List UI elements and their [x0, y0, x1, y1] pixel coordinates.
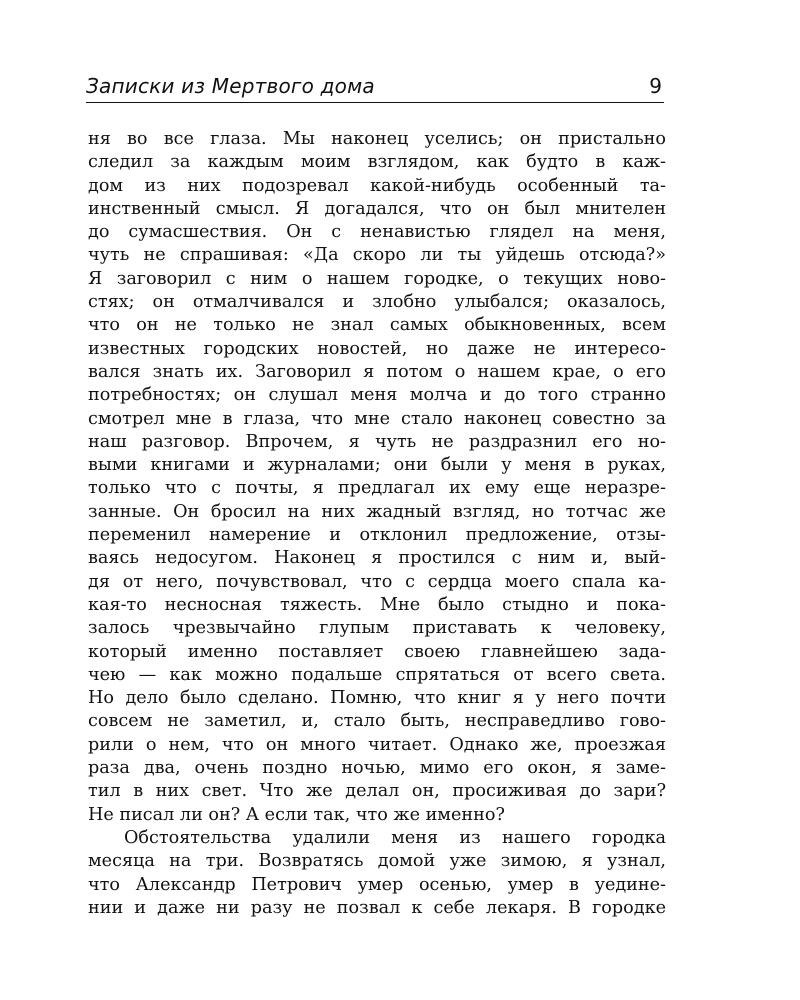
- text-line: вался знать их. Заговорил я потом о нашем крае, о его: [88, 361, 666, 382]
- text-line: нии и даже ни разу не позвал к себе лекаря. В городке: [88, 897, 666, 918]
- text-line: что он не только не знал самых обыкновенных, всем: [88, 315, 666, 336]
- text-line: стях; он отмалчивался и злобно улыбался; оказалось,: [88, 292, 666, 313]
- text-line: Обстоятельства удалили меня из нашего городка: [124, 827, 666, 848]
- text-line: следил за каждым моим взглядом, как будто в каж-: [88, 152, 666, 173]
- text-line: потребностях; он слушал меня молча и до того странно: [88, 385, 666, 406]
- running-title: Записки из Мертвого дома: [86, 74, 375, 98]
- text-line: Я заговорил с ним о нашем городке, о текущих ново-: [88, 268, 666, 289]
- text-line: месяца на три. Возвратясь домой уже зимою, я узнал,: [88, 851, 666, 872]
- text-line: раза два, очень поздно ночью, мимо его окон, я заме-: [88, 758, 666, 779]
- text-line: который именно поставляет своею главнейшею зада-: [88, 641, 666, 662]
- body-text: [88, 128, 666, 920]
- text-line: дом из них подозревал какой-нибудь особенный та-: [88, 175, 666, 196]
- paragraph-2: [88, 827, 666, 920]
- text-line: инственный смысл. Я догадался, что он был мнителен: [88, 198, 666, 219]
- text-line: ваясь недосугом. Наконец я простился с ним и, вый-: [88, 548, 666, 569]
- text-line: залось чрезвычайно глупым приставать к человеку,: [88, 618, 666, 639]
- text-line: выми книгами и журналами; они были у меня в руках,: [88, 455, 666, 476]
- text-line: смотрел мне в глаза, что мне стало наконец совестно за: [88, 408, 666, 429]
- text-line: что Александр Петрович умер осенью, умер в уедине-: [88, 874, 666, 895]
- text-line: наш разговор. Впрочем, я чуть не раздразнил его но-: [88, 431, 666, 452]
- text-line: Но дело было сделано. Помню, что книг я у него почти: [88, 688, 666, 709]
- text-line: рили о нем, что он много читает. Однако же, проезжая: [88, 734, 666, 755]
- text-line: Не писал ли он? А если так, что же именно?: [88, 804, 505, 825]
- page-number: 9: [649, 74, 662, 98]
- text-line: переменил намерение и отклонил предложение, отзы-: [88, 525, 666, 546]
- paragraph-1: [88, 128, 666, 827]
- text-line: кая-то несносная тяжесть. Мне было стыдно и пока-: [88, 594, 666, 615]
- text-line: занные. Он бросил на них жадный взгляд, но тотчас же: [88, 501, 666, 522]
- text-line: известных городских новостей, но даже не интересо-: [88, 338, 666, 359]
- text-line: тил в них свет. Что же делал он, просиживая до зари?: [88, 781, 666, 802]
- text-line: чуть не спрашивая: «Да скоро ли ты уйдешь отсюда?»: [88, 245, 666, 266]
- text-line: чею — как можно подальше спрятаться от всего света.: [88, 664, 666, 685]
- text-line: дя от него, почувствовал, что с сердца моего спала ка-: [88, 571, 666, 592]
- text-line: ня во все глаза. Мы наконец уселись; он пристально: [88, 129, 666, 149]
- text-line: совсем не заметил, и, стало быть, несправедливо гово-: [88, 711, 666, 732]
- text-line: только что с почты, я предлагал их ему еще неразре-: [88, 478, 666, 499]
- text-line: до сумасшествия. Он с ненавистью глядел на меня,: [88, 222, 666, 243]
- running-header: [86, 72, 664, 103]
